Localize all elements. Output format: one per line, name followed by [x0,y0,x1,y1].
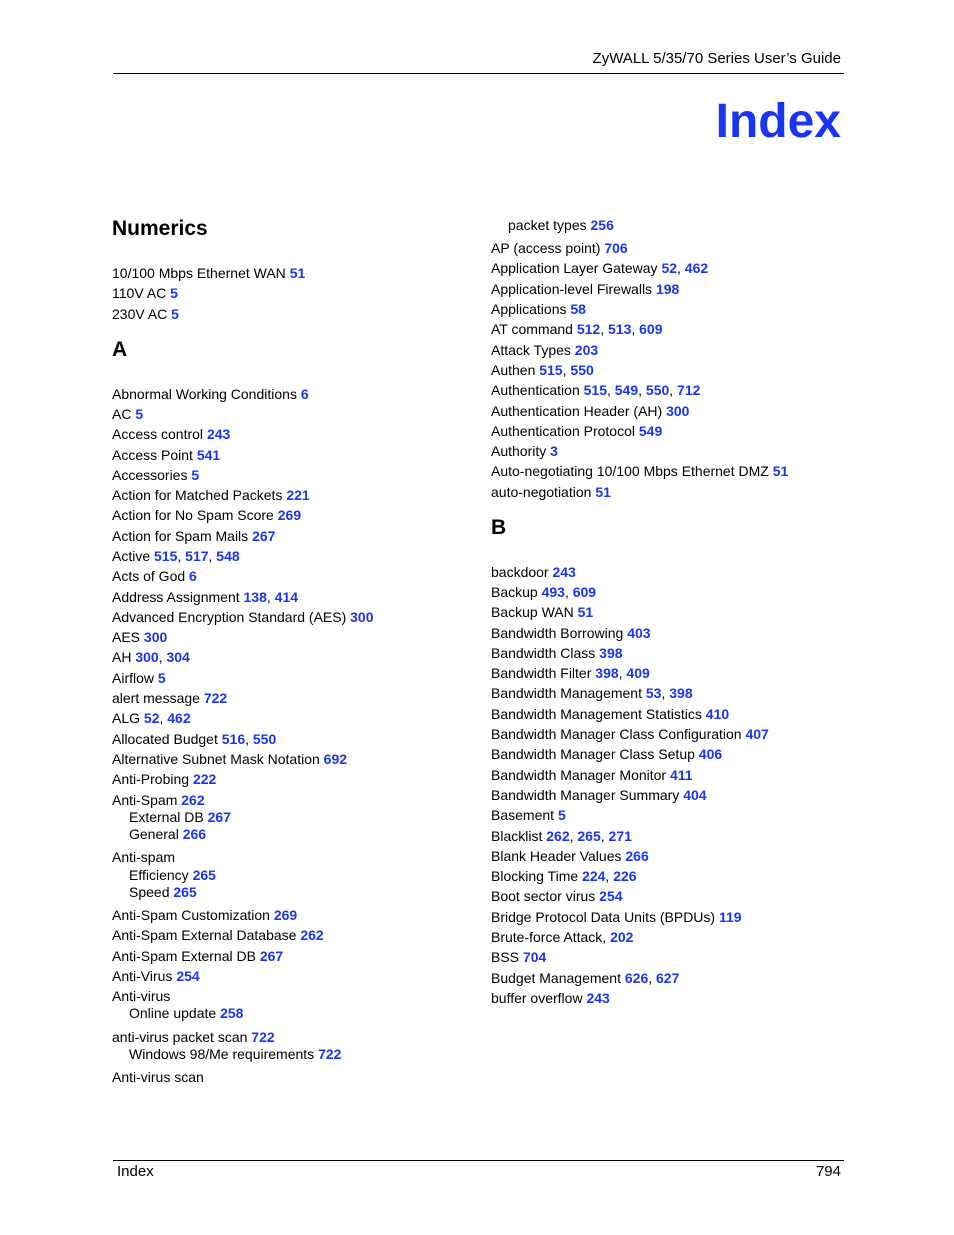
page-reference-link[interactable]: 271 [608,828,632,844]
index-term: Budget Management [491,970,621,986]
page-reference-link[interactable]: 266 [625,848,649,864]
index-entry [112,949,283,963]
index-term: Anti-Spam External Database [112,927,297,943]
index-term: Address Assignment [112,589,240,605]
index-entry [491,343,598,357]
page-reference-link[interactable]: 5 [557,807,566,823]
page-reference-link[interactable]: 221 [286,487,310,503]
index-entry [112,508,301,522]
page-reference-link[interactable]: 256 [590,217,614,233]
index-entry [112,1070,204,1084]
index-subentry [112,1047,341,1061]
page-reference-link[interactable]: 404 [683,787,707,803]
index-term: Auto-negotiating 10/100 Mbps Ethernet DMZ [491,463,769,479]
page-reference-link[interactable]: 609 [639,321,663,337]
page-reference-link[interactable]: 51 [772,463,789,479]
page-title: Index [715,95,841,148]
footer-section: Index [117,1163,154,1180]
index-term: Action for No Spam Score [112,507,274,523]
index-term: Authority [491,443,547,459]
page-reference-link[interactable]: 712 [677,382,701,398]
page-reference-link[interactable]: 414 [274,589,299,605]
index-term: Applications [491,301,567,317]
header-rule [113,73,844,74]
index-term: External DB [129,809,204,825]
index-term: Application-level Firewalls [491,281,653,297]
index-entry: Address Assignment 138, 414 [112,589,299,605]
index-term: buffer overflow [491,990,583,1006]
page-reference-link[interactable]: 722 [251,1029,275,1045]
page-reference-link[interactable]: 398 [599,645,623,661]
page-reference-link[interactable]: 549 [614,382,639,398]
page-reference-link[interactable]: 222 [192,771,217,787]
index-term: Access control [112,426,204,442]
index-entry [491,808,566,822]
index-entry: Bandwidth Filter 398, 409 [491,665,650,681]
index-entry [491,727,769,741]
index-term: AT command [491,321,573,337]
index-term: Accessories [112,467,188,483]
index-term: Anti-Virus [112,968,173,984]
index-entry [491,991,610,1005]
index-entry [491,788,707,802]
index-entry [112,468,199,482]
page-reference-link[interactable]: 406 [698,746,723,762]
page-reference-link[interactable]: 198 [655,281,680,297]
page-reference-link[interactable]: 407 [745,726,769,742]
index-term: Bandwidth Class [491,645,596,661]
index-entry [112,1030,275,1044]
index-term: alert message [112,690,200,706]
page-reference-link[interactable]: 411 [670,767,693,783]
index-entry [112,691,227,705]
page-reference-link[interactable]: 138 [243,589,267,605]
page-reference-link[interactable]: 52 [143,710,160,726]
page-reference-link[interactable]: 5 [170,285,178,301]
index-term: auto-negotiation [491,484,592,500]
section-heading-a: A [112,337,128,361]
index-entry [491,626,651,640]
index-entry [491,605,593,619]
page-reference-link[interactable]: 6 [189,568,197,584]
page-reference-link[interactable]: 5 [171,306,179,322]
index-term: AP (access point) [491,240,601,256]
page-reference-link[interactable]: 51 [577,604,594,620]
index-entry [491,241,628,255]
index-entry [112,307,179,321]
index-entry [112,610,374,624]
index-term: anti-virus packet scan [112,1029,248,1045]
index-entry [491,747,722,761]
index-entry [112,850,175,864]
index-entry: Blocking Time 224, 226 [491,868,637,884]
index-term: Blank Header Values [491,848,622,864]
page-reference-link[interactable]: 706 [604,240,628,256]
page-reference-link[interactable]: 704 [522,949,547,965]
page-reference-link[interactable]: 398 [669,685,693,701]
index-entry [112,630,167,644]
index-term: Bridge Protocol Data Units (BPDUs) [491,909,716,925]
page-reference-link[interactable]: 462 [167,710,191,726]
page-reference-link[interactable]: 3 [550,443,558,459]
index-entry: Budget Management 626, 627 [491,970,680,986]
page-reference-link[interactable]: 409 [626,665,650,681]
page-reference-link[interactable]: 269 [273,907,298,923]
index-term: Abnormal Working Conditions [112,386,297,402]
index-term: Bandwidth Management Statistics [491,706,702,722]
index-entry [112,793,205,807]
index-term: Brute-force Attack, [491,929,607,945]
index-term: Anti-spam [112,849,176,865]
index-term: Online update [129,1005,217,1021]
index-subentry [112,1006,243,1020]
index-term: Authen [491,362,536,378]
page-reference-link[interactable]: 243 [586,990,610,1006]
index-entry [491,302,586,316]
page-reference-link[interactable]: 300 [135,649,159,665]
index-entry: Bandwidth Management 53, 398 [491,685,693,701]
index-term: Speed [129,884,170,900]
index-entry [112,772,216,786]
page-reference-link[interactable]: 516 [221,731,246,747]
page-reference-link[interactable]: 265 [192,867,216,883]
index-term: backdoor [491,564,549,580]
index-term: Access Point [112,447,193,463]
page-reference-link[interactable]: 300 [143,629,168,645]
page-reference-link[interactable]: 515 [583,382,607,398]
index-term: Active [112,548,151,564]
index-term: Application Layer Gateway [491,260,658,276]
index-entry [112,671,166,685]
page-reference-link[interactable]: 515 [154,548,178,564]
footer-rule [113,1160,844,1161]
index-term: Advanced Encryption Standard (AES) [112,609,347,625]
index-term: Efficiency [129,867,189,883]
section-heading-numerics: Numerics [112,217,208,240]
page-reference-link[interactable]: 51 [595,484,611,500]
page-reference-link[interactable]: 52 [661,260,678,276]
index-entry [112,286,178,300]
index-term: 10/100 Mbps Ethernet WAN [112,265,286,281]
index-term: Blocking Time [491,868,579,884]
page-reference-link[interactable]: 692 [323,751,348,767]
index-entry [491,768,693,782]
index-entry: Authentication 515, 549, 550, 712 [491,382,701,398]
page-reference-link[interactable]: 265 [577,828,601,844]
page-reference-link[interactable]: 267 [207,809,231,825]
index-entry [112,427,230,441]
index-term: Alternative Subnet Mask Notation [112,751,320,767]
index-term: Anti-virus [112,988,171,1004]
footer-page-number: 794 [815,1163,841,1180]
index-term: BSS [491,949,520,965]
section-heading-b: B [491,515,507,539]
index-term: Bandwidth Management [491,685,642,701]
index-term: Acts of God [112,568,186,584]
page-reference-link[interactable]: 462 [684,260,709,276]
page-reference-link[interactable]: 410 [705,706,730,722]
index-term: Airflow [112,670,155,686]
index-entry [491,404,689,418]
index-term: Attack Types [491,342,571,358]
page-reference-link[interactable]: 119 [718,909,742,925]
index-entry: Allocated Budget 516, 550 [112,731,277,747]
index-term: AES [112,629,141,645]
index-term: Authentication [491,382,580,398]
index-term: Authentication Header (AH) [491,403,663,419]
page-reference-link[interactable]: 258 [220,1005,244,1021]
index-entry: Backup 493, 609 [491,584,597,600]
index-term: Anti-Spam External DB [112,948,256,964]
page-reference-link[interactable]: 722 [203,690,228,706]
page-reference-link[interactable]: 202 [610,929,634,945]
page-reference-link[interactable]: 626 [624,970,649,986]
page-reference-link[interactable]: 5 [157,670,166,686]
index-entry: AH 300, 304 [112,649,190,665]
page-reference-link[interactable]: 403 [627,625,651,641]
index-subentry [491,218,614,232]
index-term: Bandwidth Manager Summary [491,787,680,803]
index-entry [491,910,742,924]
index-entry: Active 515, 517, 548 [112,548,240,564]
page-reference-link[interactable]: 262 [181,792,205,808]
index-entry [112,928,324,942]
page-reference-link[interactable]: 266 [182,826,207,842]
index-subentry [112,827,206,841]
page-reference-link[interactable]: 515 [539,362,563,378]
index-entry [491,889,623,903]
index-entry [491,424,662,438]
page-reference-link[interactable]: 304 [166,649,190,665]
page-reference-link[interactable]: 262 [546,828,570,844]
index-entry: AT command 512, 513, 609 [491,321,663,337]
index-term: Authentication Protocol [491,423,635,439]
index-entry [491,707,729,721]
page-reference-link[interactable]: 226 [613,868,637,884]
index-entry [112,908,297,922]
page-reference-link[interactable]: 493 [541,584,565,600]
page-reference-link[interactable]: 203 [574,342,599,358]
page-reference-link[interactable]: 254 [176,968,200,984]
index-term: Bandwidth Manager Class Configuration [491,726,742,742]
index-subentry [112,868,216,882]
index-entry: Application Layer Gateway 52, 462 [491,260,709,276]
index-term: packet types [508,217,587,233]
index-term: Anti-virus scan [112,1069,204,1085]
index-term: AH [112,649,132,665]
index-entry [491,930,633,944]
index-term: Blacklist [491,828,543,844]
index-entry [112,488,310,502]
index-entry [112,266,305,280]
index-term: Bandwidth Filter [491,665,592,681]
index-term: 110V AC [112,285,167,301]
page-reference-link[interactable]: 269 [277,507,302,523]
index-term: Action for Spam Mails [112,528,249,544]
index-entry [491,565,576,579]
index-entry [112,569,197,583]
index-entry [491,849,649,863]
page-reference-link[interactable]: 512 [576,321,601,337]
page-reference-link[interactable]: 300 [350,609,374,625]
page-reference-link[interactable]: 517 [185,548,209,564]
page-reference-link[interactable]: 6 [300,386,309,402]
index-entry [112,969,200,983]
index-entry [491,464,788,478]
index-term: AC [112,406,132,422]
index-entry [491,485,611,499]
page-reference-link[interactable]: 549 [638,423,663,439]
index-entry [491,950,546,964]
index-entry [112,529,275,543]
page-reference-link[interactable]: 722 [318,1046,342,1062]
page-reference-link[interactable]: 262 [300,927,324,943]
page-reference-link[interactable]: 550 [252,731,277,747]
index-term: Backup [491,584,538,600]
index-entry: Blacklist 262, 265, 271 [491,828,632,844]
index-entry [491,282,679,296]
index-term: ALG [112,710,141,726]
index-term: Anti-Spam [112,792,178,808]
index-term: Bandwidth Borrowing [491,625,624,641]
page-reference-link[interactable]: 398 [595,665,619,681]
page-reference-link[interactable]: 541 [196,447,221,463]
page-reference-link[interactable]: 58 [570,301,586,317]
page-reference-link[interactable]: 267 [252,528,276,544]
page-reference-link[interactable]: 267 [259,948,284,964]
index-term: Anti-Probing [112,771,190,787]
page-reference-link[interactable]: 548 [216,548,240,564]
index-term: General [129,826,179,842]
index-term: Backup WAN [491,604,574,620]
index-entry [112,752,347,766]
index-entry: ALG 52, 462 [112,710,191,726]
page-reference-link[interactable]: 5 [135,406,144,422]
page-reference-link[interactable]: 243 [552,564,576,580]
index-term: Bandwidth Manager Monitor [491,767,667,783]
index-term: Boot sector virus [491,888,596,904]
page-reference-link[interactable]: 224 [582,868,606,884]
index-term: Basement [491,807,555,823]
index-entry [491,444,558,458]
header-guide-title: ZyWALL 5/35/70 Series User’s Guide [592,50,841,67]
index-entry: Authen 515, 550 [491,362,594,378]
index-subentry [112,810,231,824]
page-reference-link[interactable]: 550 [645,382,670,398]
page-reference-link[interactable]: 254 [599,888,623,904]
page-reference-link[interactable]: 53 [645,685,662,701]
page-reference-link[interactable]: 300 [666,403,690,419]
index-entry [112,989,170,1003]
page-reference-link[interactable]: 609 [572,584,597,600]
page-reference-link[interactable]: 513 [608,321,632,337]
index-entry [112,387,309,401]
page-reference-link[interactable]: 265 [173,884,197,900]
index-entry [112,407,143,421]
index-term: Allocated Budget [112,731,218,747]
page-reference-link[interactable]: 51 [289,265,306,281]
index-subentry [112,885,197,899]
index-term: Action for Matched Packets [112,487,283,503]
page-reference-link[interactable]: 243 [206,426,231,442]
index-term: Anti-Spam Customization [112,907,270,923]
index-term: Windows 98/Me requirements [129,1046,315,1062]
index-term: 230V AC [112,306,168,322]
page-reference-link[interactable]: 627 [656,970,680,986]
index-entry [491,646,623,660]
index-entry [112,448,220,462]
page-reference-link[interactable]: 550 [570,362,594,378]
index-term: Bandwidth Manager Class Setup [491,746,695,762]
page-reference-link[interactable]: 5 [191,467,200,483]
